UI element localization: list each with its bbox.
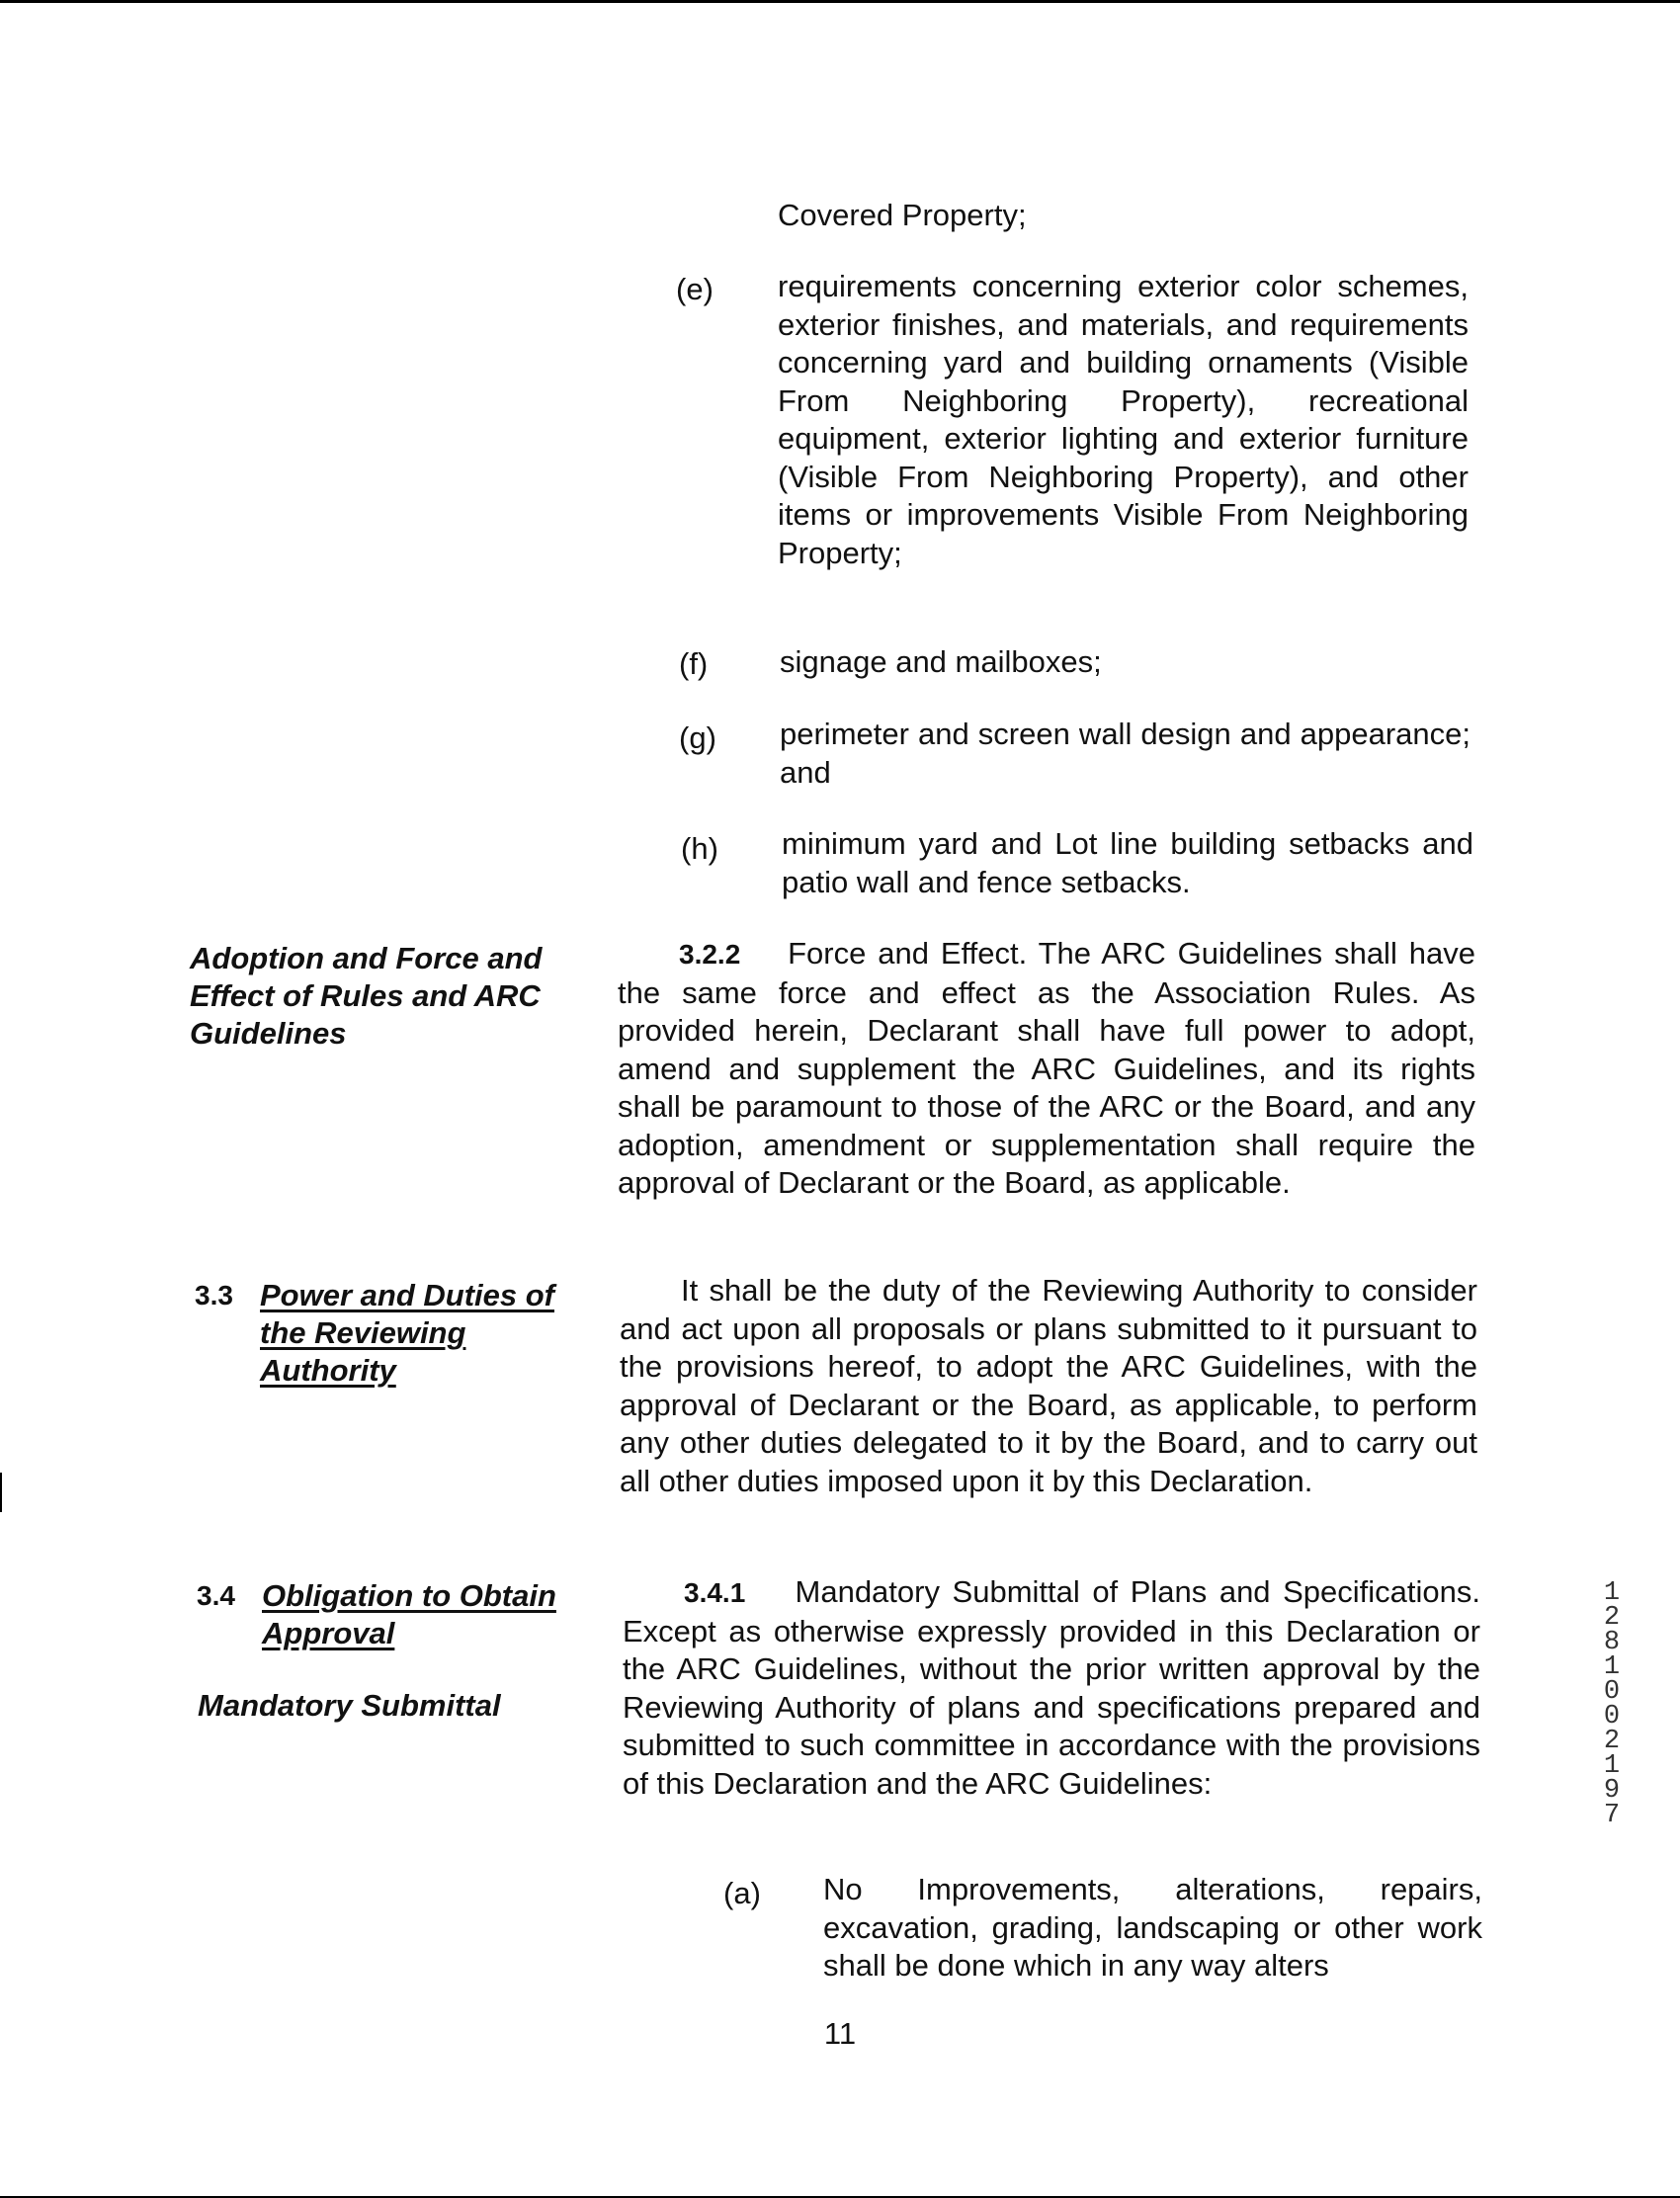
item-text-f: signage and mailboxes; xyxy=(780,644,1102,679)
section-34-title: Obligation to Obtain Approval xyxy=(262,1578,556,1650)
item-text-e: requirements concerning exterior color schemes, exterior finishes, and materials, and requirements concerning yard and building ornaments (Visible From Neighboring Property), recreational equipment, exterior lighting and exterior furniture (Visible From Neighboring Property), and other items or improvements Visible From Neighboring Property; xyxy=(778,269,1469,570)
section-34-number: 3.4 xyxy=(197,1580,235,1611)
section-341-body xyxy=(623,1573,1480,1803)
continuation-text: Covered Property; xyxy=(778,198,1027,232)
section-341-text: Mandatory Submittal of Plans and Specifications. Except as otherwise expressly provided in this Declaration or the ARC Guidelines, without the prior written approval by the Reviewing Authority of plans and specifications prepared and submitted to such committee in accordance with the provisions of this Declaration and the ARC Guidelines: xyxy=(623,1574,1480,1801)
section-322-body xyxy=(618,935,1475,1203)
item-label-a: (a) xyxy=(723,1876,761,1910)
item-label-g: (g) xyxy=(679,720,716,755)
item-label-h: (h) xyxy=(681,831,718,866)
page-left-mark xyxy=(0,1473,2,1512)
section-341-number: 3.4.1 xyxy=(684,1577,746,1608)
section-33-title: Power and Duties of the Reviewing Authority xyxy=(260,1278,554,1388)
page-top-edge xyxy=(0,0,1680,3)
section-322-text: Force and Effect. The ARC Guidelines shall have the same force and effect as the Association Rules. As provided herein, Declarant shall have full power to adopt, amend and supplement the ARC Guidelines, and its rights shall be paramount to those of the ARC or the Board, and any adoption, amendment or supplementation shall require the approval of Declarant or the Board, as applicable. xyxy=(618,936,1475,1200)
item-label-e: (e) xyxy=(676,272,714,306)
section-33-text: It shall be the duty of the Reviewing Authority to consider and act upon all proposals or plans submitted to it pursuant to the provisions hereof, to adopt the ARC Guidelines, with the approval of Declarant or the Board, as applicable, to perform any other duties delegated to it by the Board, and to carry out all other duties imposed upon it by this Declaration. xyxy=(620,1273,1477,1498)
section-33-heading xyxy=(195,1277,596,1390)
margin-stamp: 12810 02197 xyxy=(1603,1578,1621,1830)
item-text-h: minimum yard and Lot line building setbacks and patio wall and fence setbacks. xyxy=(782,826,1473,899)
section-33-body xyxy=(620,1272,1477,1500)
item-label-f: (f) xyxy=(679,646,709,681)
section-322-heading: Adoption and Force and Effect of Rules and ARC Guidelines xyxy=(190,941,543,1051)
section-341-subheading: Mandatory Submittal xyxy=(198,1688,501,1723)
item-text-a: No Improvements, alterations, repairs, excavation, grading, landscaping or other work shall be done which in any way alters xyxy=(823,1872,1482,1983)
section-33-number: 3.3 xyxy=(195,1280,233,1310)
page-number: 11 xyxy=(823,2016,857,2051)
section-34-heading xyxy=(197,1577,598,1652)
section-322-number: 3.2.2 xyxy=(679,939,741,970)
item-text-g: perimeter and screen wall design and appearance; and xyxy=(780,717,1470,790)
